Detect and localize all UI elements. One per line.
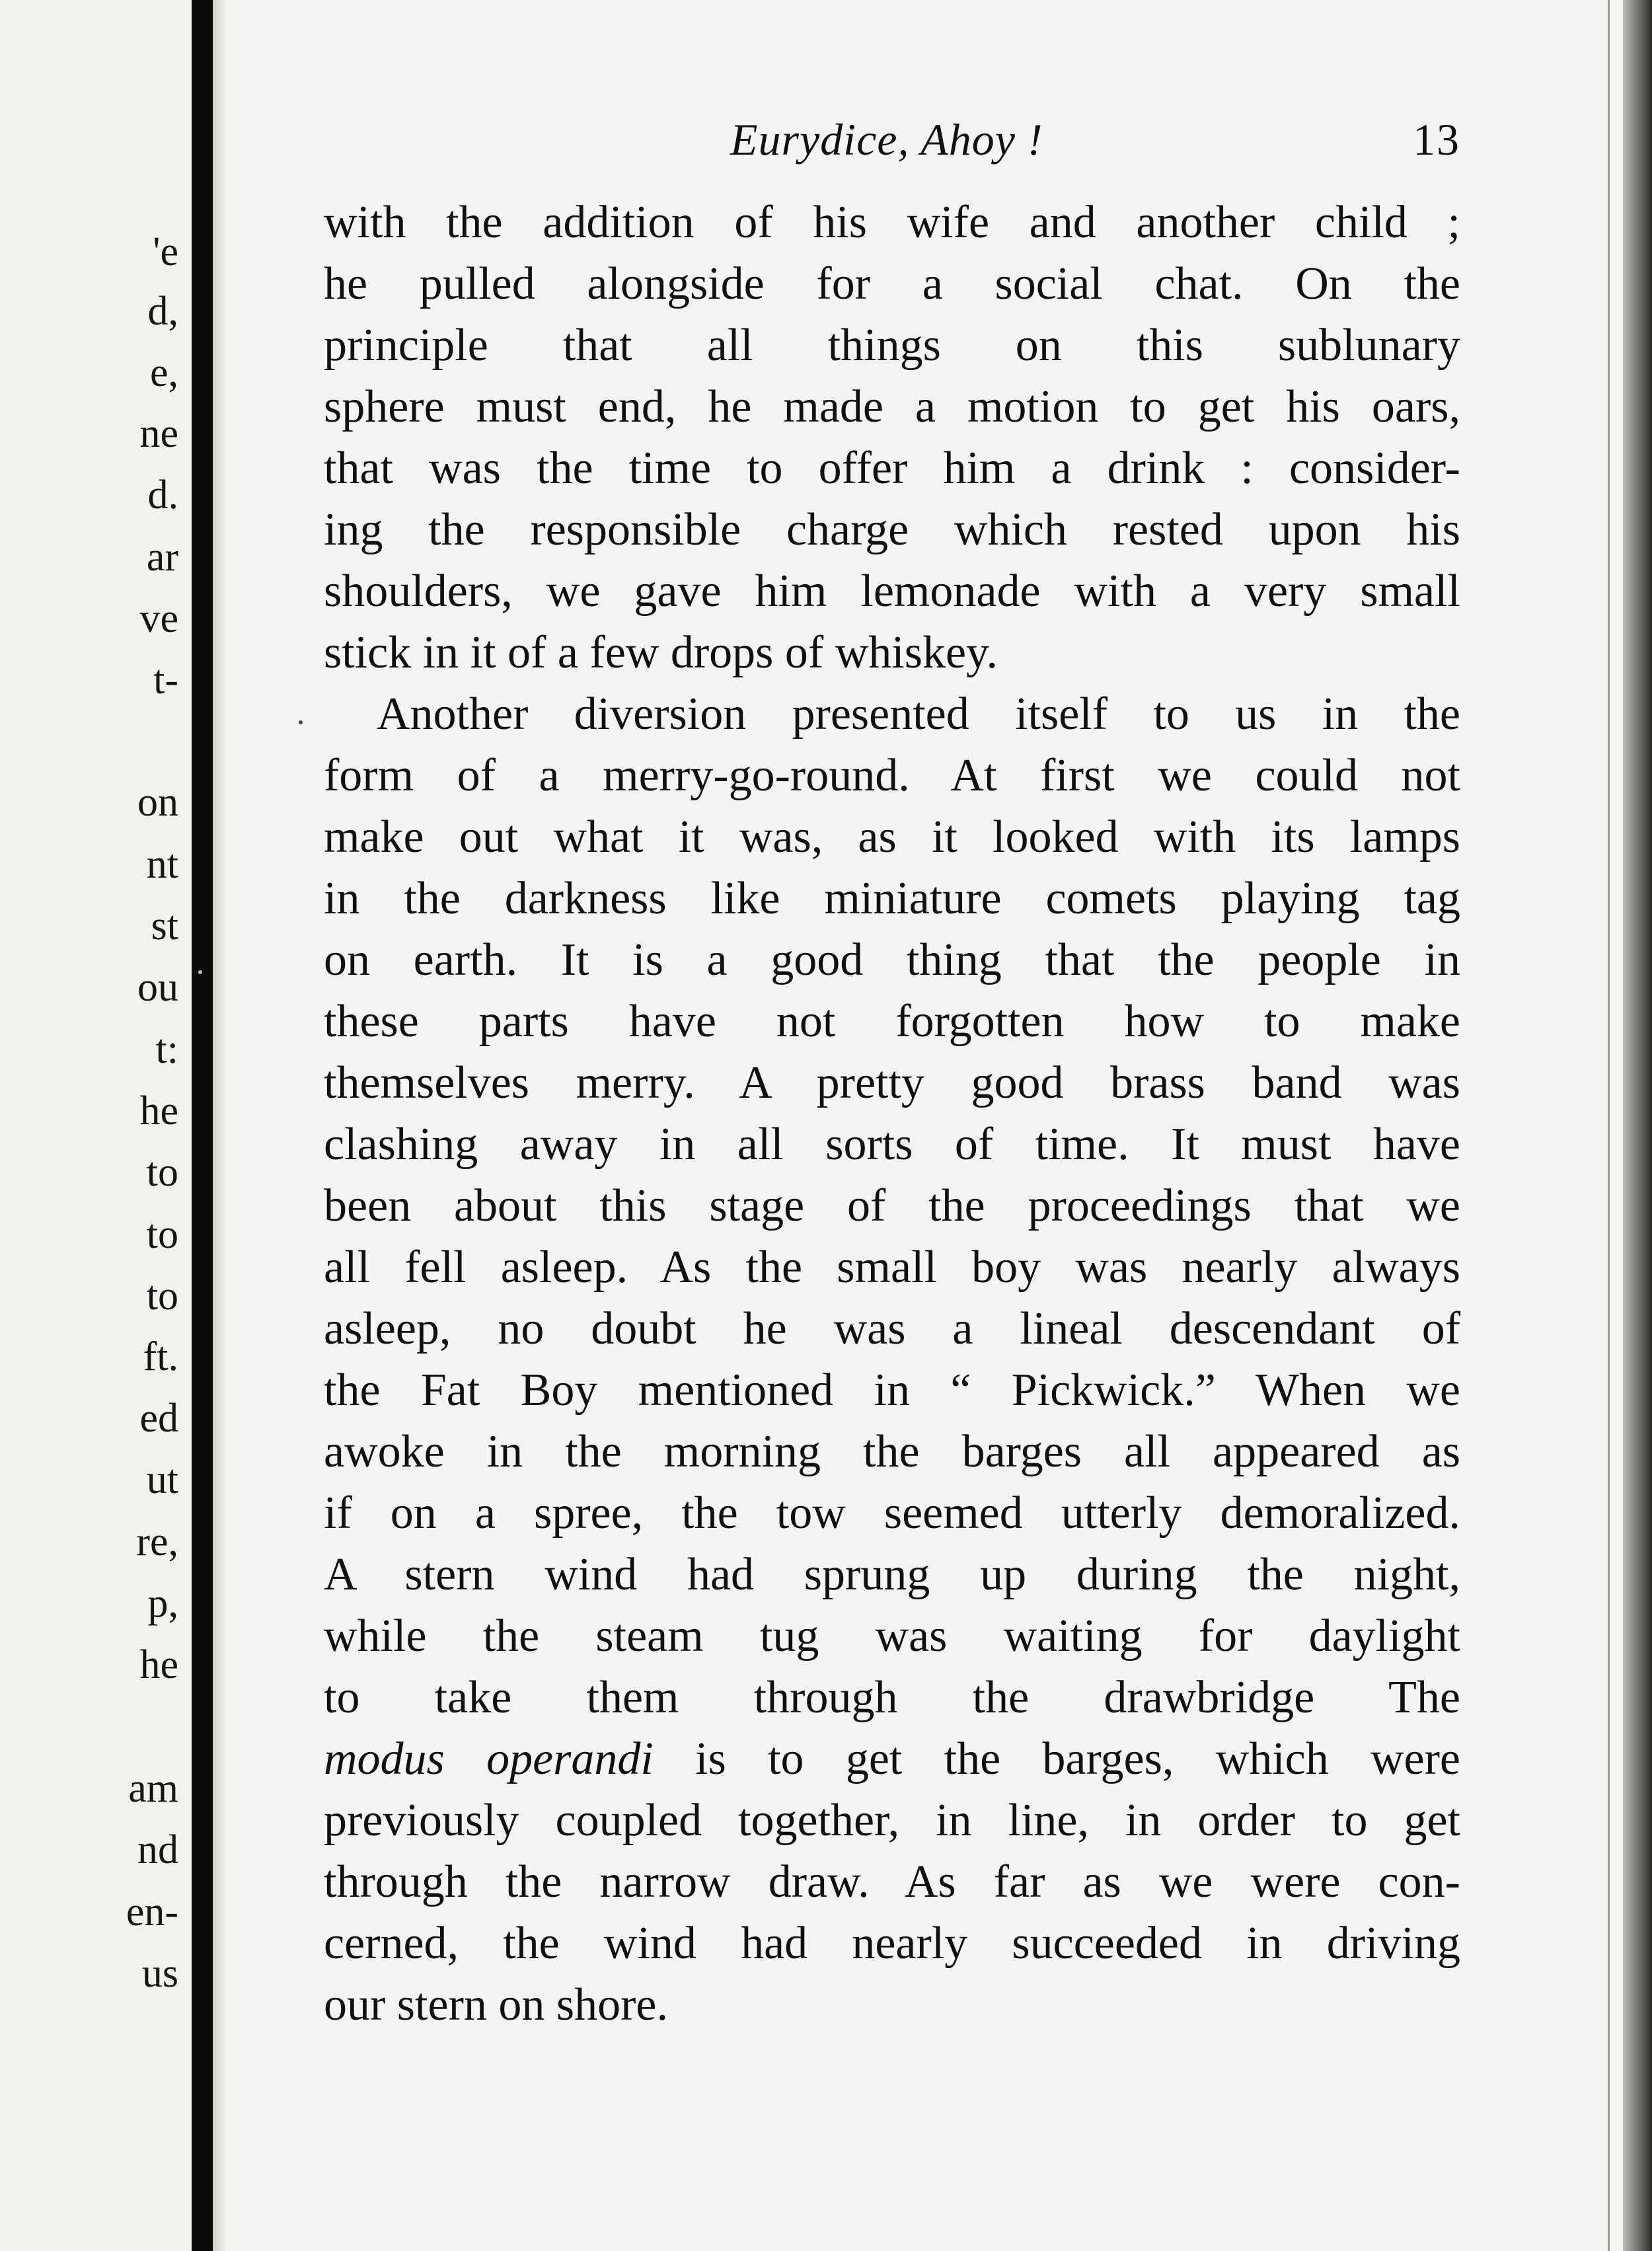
text-line: themselves merry. A pretty good brass band was <box>324 1057 1460 1108</box>
text-line: while the steam tug was waiting for daylight <box>324 1611 1460 1661</box>
prev-page-fragment: ut <box>146 1457 178 1502</box>
ink-speck <box>198 970 202 974</box>
text-line: with the addition of his wife and another child ; <box>324 197 1460 248</box>
paragraph <box>324 683 1460 2036</box>
italic-phrase: modus operandi <box>324 1734 654 1784</box>
text-line: been about this stage of the proceedings that we <box>324 1180 1460 1231</box>
text-line: clashing away in all sorts of time. It must have <box>324 1119 1460 1170</box>
text-line: cerned, the wind had nearly succeeded in driving <box>324 1918 1460 1969</box>
text-line: he pulled alongside for a social chat. On the <box>324 258 1460 309</box>
prev-page-fragment: us <box>141 1951 178 1996</box>
prev-page-fragment: ne <box>139 411 178 456</box>
prev-page-fragment: ou <box>137 965 178 1010</box>
text-line: make out what it was, as it looked with its lamps <box>324 812 1460 862</box>
prev-page-fragment: he <box>139 1088 178 1133</box>
prev-page-fragment: on <box>137 780 178 825</box>
prev-page-fragment: ve <box>139 596 178 641</box>
ink-speck <box>299 720 303 724</box>
text-line: previously coupled together, in line, in order to get <box>324 1795 1460 1846</box>
text-line: that was the time to offer him a drink : consider- <box>324 443 1460 494</box>
page-edge-shadow <box>1623 0 1652 2251</box>
text-line: awoke in the morning the barges all appeared as <box>324 1426 1460 1477</box>
text-line: Another diversion presented itself to us in the <box>377 689 1460 740</box>
prev-page-fragment: to <box>146 1150 178 1195</box>
text-line: to take them through the drawbridge The <box>324 1672 1460 1723</box>
prev-page-fragment: ed <box>139 1396 178 1441</box>
previous-page-fragment <box>0 0 192 2251</box>
text-line: principle that all things on this sublunary <box>324 320 1460 371</box>
running-title: Eurydice, Ahoy ! <box>730 114 1043 165</box>
body-text <box>324 192 1460 2036</box>
text-line: our stern on shore. <box>324 1979 669 2030</box>
prev-page-fragment: he <box>139 1642 178 1687</box>
prev-page-fragment: p, <box>147 1581 178 1626</box>
prev-page-fragment: t- <box>153 658 178 703</box>
prev-page-fragment: nt <box>146 842 178 887</box>
book-page <box>324 106 1460 2036</box>
text-line: the Fat Boy mentioned in “ Pickwick.” When we <box>324 1365 1460 1416</box>
page-edge-line <box>1608 0 1610 2251</box>
prev-page-fragment: en- <box>126 1889 178 1934</box>
prev-page-fragment: to <box>146 1212 178 1257</box>
gutter-shadow <box>213 0 227 2251</box>
text-line-rest: is to get the barges, which were <box>653 1734 1460 1784</box>
text-line: sphere must end, he made a motion to get his oars, <box>324 381 1460 432</box>
text-line: if on a spree, the tow seemed utterly demoralized. <box>324 1488 1460 1539</box>
prev-page-fragment: re, <box>136 1519 178 1564</box>
prev-page-fragment: to <box>146 1274 178 1318</box>
text-line: through the narrow draw. As far as we were con- <box>324 1856 1460 1907</box>
prev-page-fragment: d. <box>147 473 178 517</box>
prev-page-fragment: ar <box>146 535 178 580</box>
text-line-with-italic <box>324 1728 1460 1790</box>
prev-page-fragment: d, <box>147 289 178 334</box>
text-line: ing the responsible charge which rested upon his <box>324 504 1460 555</box>
text-line: these parts have not forgotten how to make <box>324 996 1460 1047</box>
text-line: A stern wind had sprung up during the night, <box>324 1549 1460 1600</box>
page-number: 13 <box>1413 114 1460 165</box>
prev-page-fragment: am <box>128 1766 178 1811</box>
text-line: shoulders, we gave him lemonade with a very small <box>324 566 1460 617</box>
running-head <box>324 106 1460 192</box>
prev-page-fragment: t: <box>155 1027 178 1072</box>
prev-page-fragment: ft. <box>143 1334 178 1379</box>
paragraph <box>324 192 1460 683</box>
text-line: stick in it of a few drops of whiskey. <box>324 627 998 678</box>
binding-gutter <box>192 0 213 2251</box>
text-line: form of a merry-go-round. At first we could not <box>324 750 1460 801</box>
text-line: in the darkness like miniature comets playing tag <box>324 873 1460 924</box>
prev-page-fragment: e, <box>149 350 178 395</box>
prev-page-fragment: 'e <box>153 229 178 274</box>
prev-page-fragment: st <box>151 903 178 948</box>
text-line: asleep, no doubt he was a lineal descendant of <box>324 1303 1460 1354</box>
text-line: all fell asleep. As the small boy was nearly always <box>324 1242 1460 1293</box>
text-line: on earth. It is a good thing that the people in <box>324 935 1460 985</box>
prev-page-fragment: nd <box>137 1827 178 1872</box>
